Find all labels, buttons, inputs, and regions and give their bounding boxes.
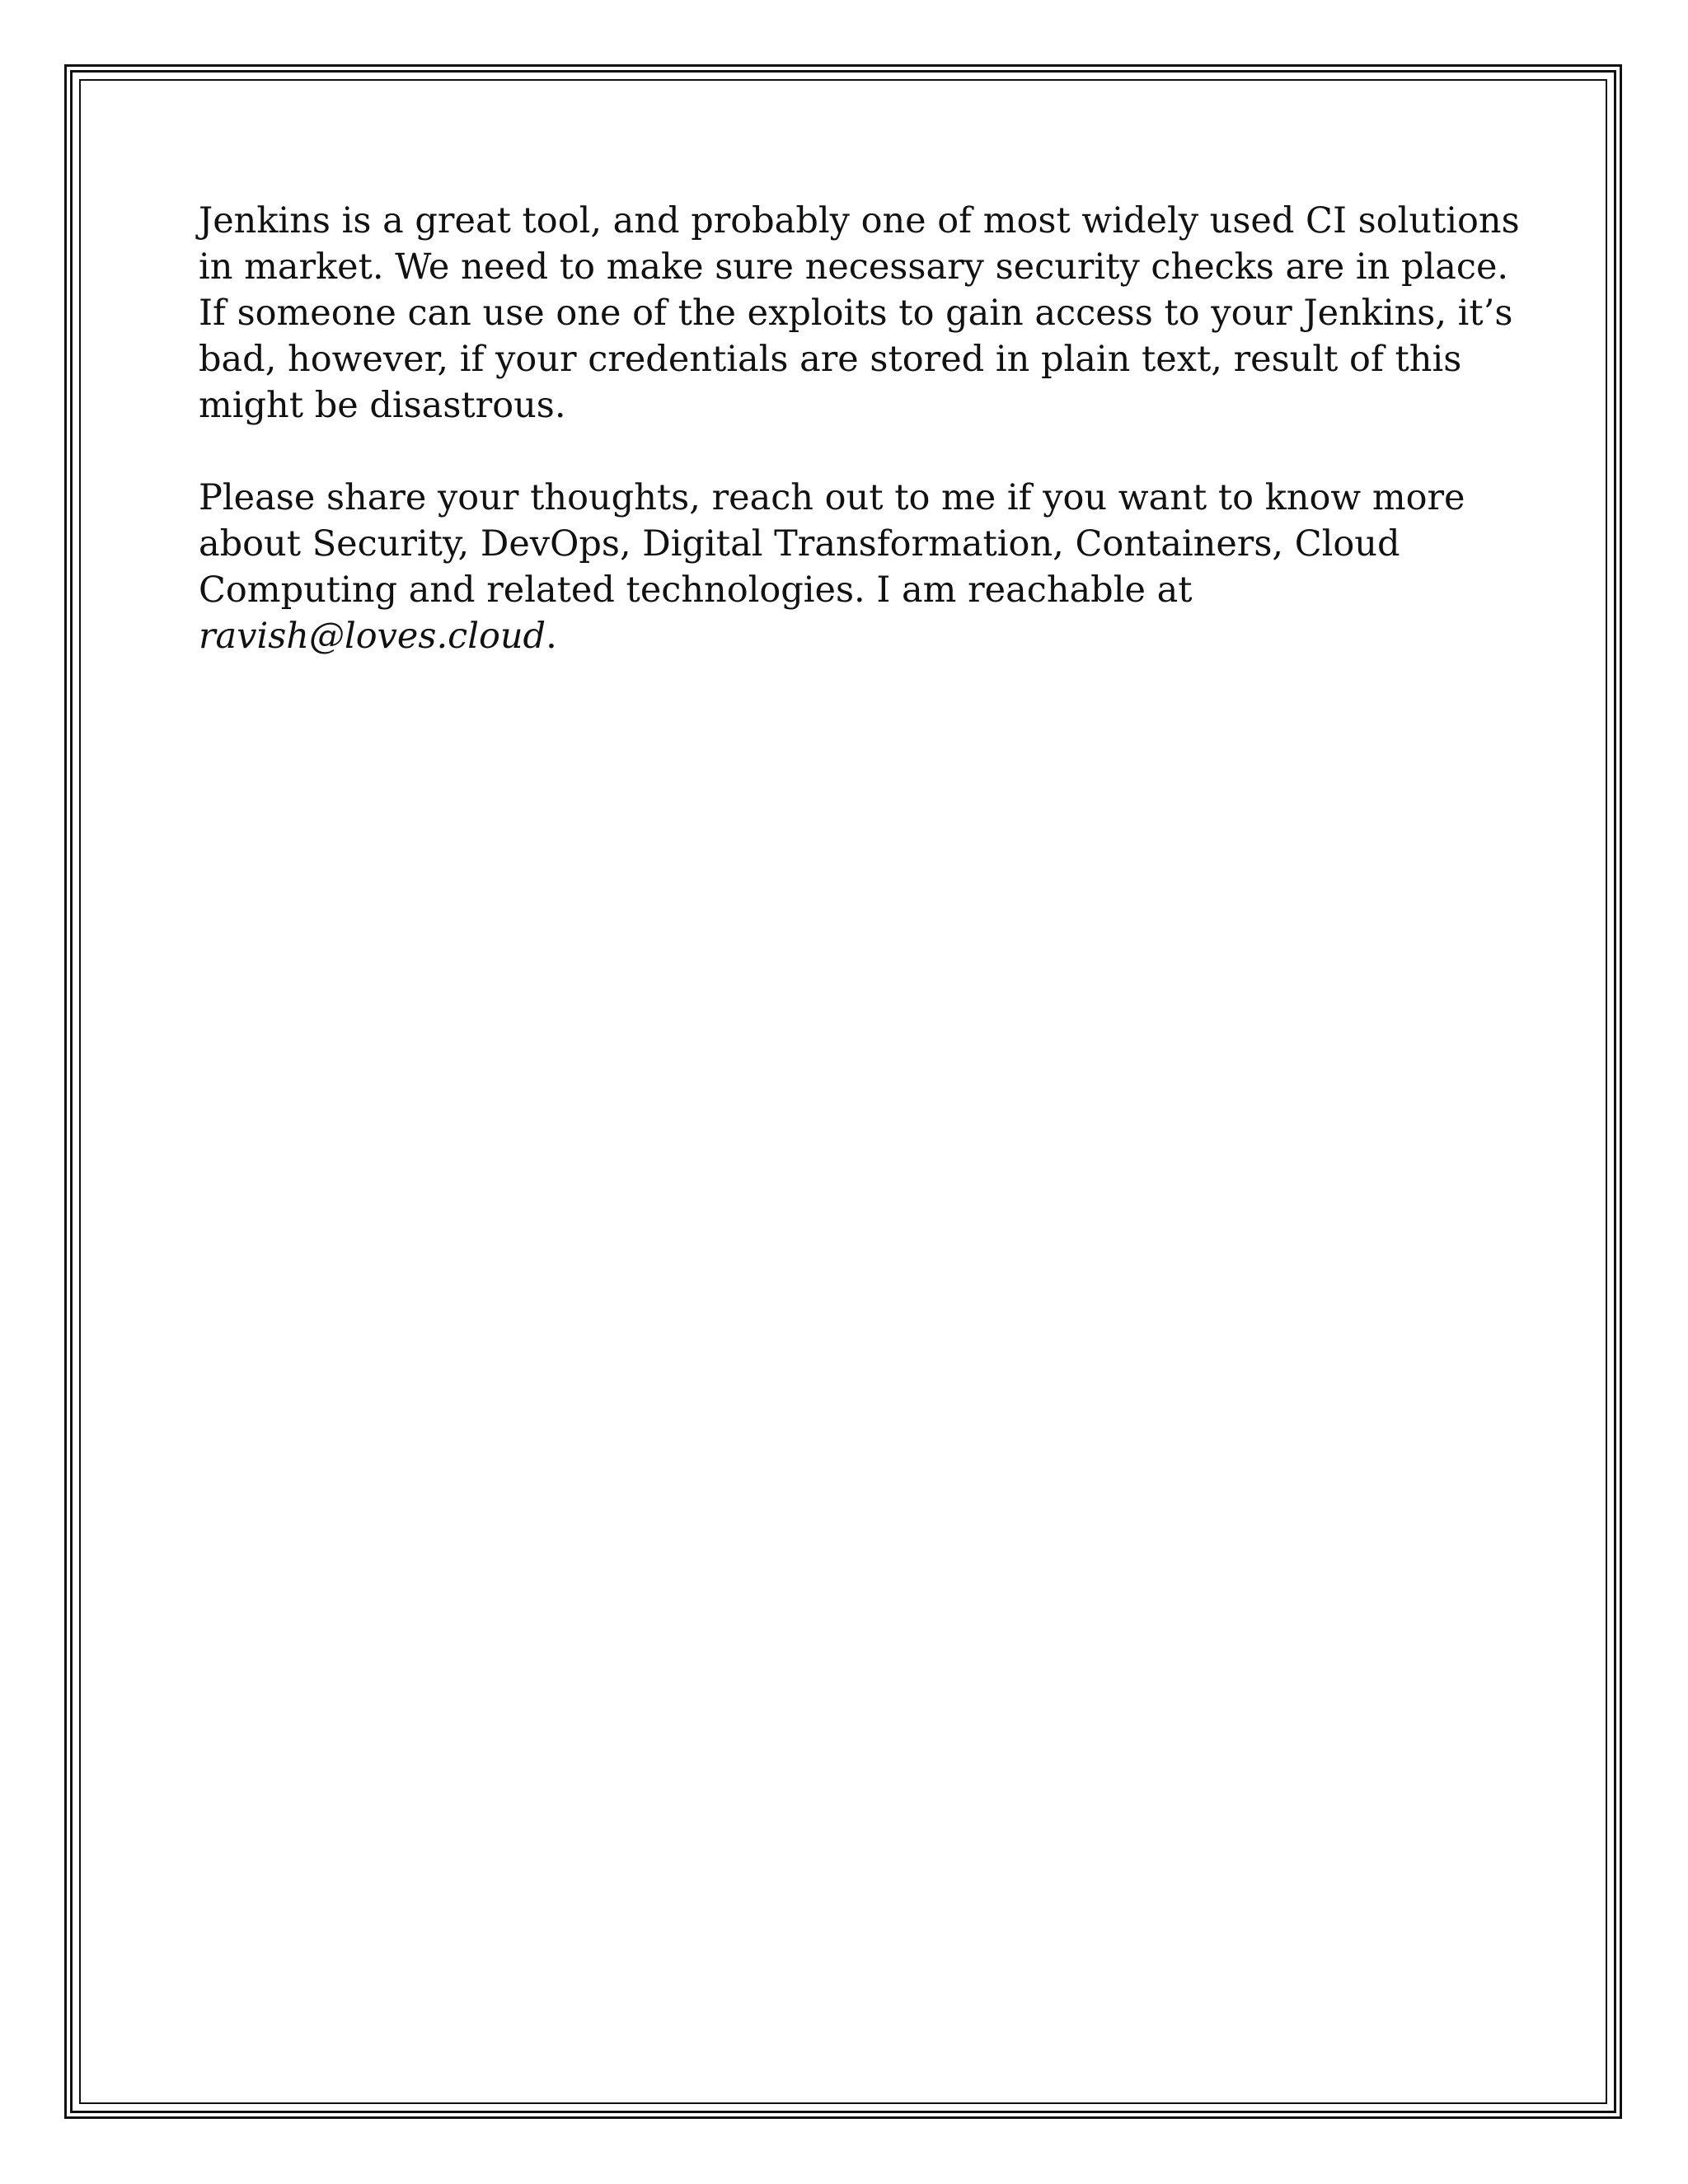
contact-text: Please share your thoughts, reach out to me if you want to know more about Security, DevOps, Digital Transformation, Containers, Cloud Computing and related technologies. I am reachable at	[199, 477, 1465, 611]
contact-text-end: .	[546, 616, 557, 657]
document-body	[199, 198, 1534, 659]
paragraph-jenkins-security: Jenkins is a great tool, and probably one of most widely used CI solutions in market. We need to make sure necessary security checks are in place. If someone can use one of the exploits to gain access to your Jenkins, it’s bad, however, if your credentials are stored in plain text, result of this might be disastrous.	[199, 200, 1520, 426]
contact-email[interactable]: ravish@loves.cloud	[199, 616, 546, 657]
paragraph-contact	[199, 475, 1534, 659]
